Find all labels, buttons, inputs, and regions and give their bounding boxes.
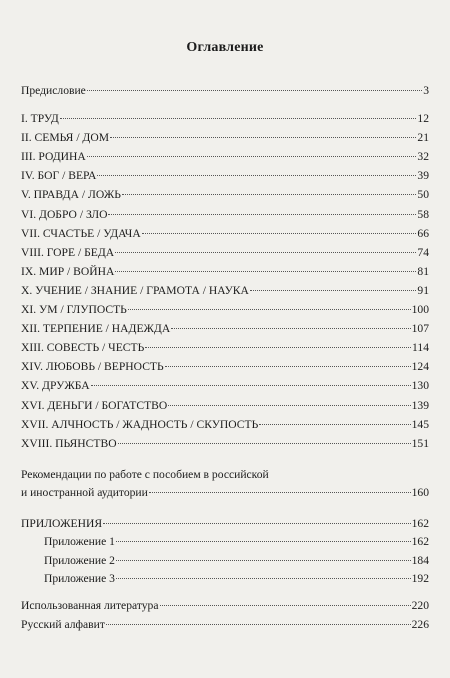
dot-leader [118, 442, 411, 444]
toc-entry-label: XII. ТЕРПЕНИЕ / НАДЕЖДА [21, 322, 171, 336]
toc-entry-page: 184 [411, 553, 429, 567]
toc-entry-page: 124 [411, 360, 429, 374]
toc-entry [21, 129, 429, 147]
dot-leader [116, 540, 411, 542]
toc-entry-label: VII. СЧАСТЬЕ / УДАЧА [21, 226, 141, 240]
dot-leader [116, 577, 411, 579]
toc-entry [21, 435, 429, 453]
toc-entry-page: 12 [417, 112, 429, 125]
toc-entry-page: 151 [411, 436, 429, 450]
toc-entry-label: XIV. ЛЮБОВЬ / ВЕРНОСТЬ [21, 360, 164, 374]
toc-entry [21, 186, 429, 204]
toc-entry [21, 244, 429, 262]
toc-entry-label-line1: Рекомендации по работе с пособием в российской [21, 468, 269, 481]
toc-entry [21, 148, 429, 166]
toc-entry [21, 206, 429, 224]
toc-entry [44, 552, 429, 570]
toc-entry-page: 107 [411, 322, 429, 336]
dot-leader [106, 623, 411, 625]
toc-entry-page: 162 [411, 517, 429, 530]
toc-entry-label: XVII. АЛЧНОСТЬ / ЖАДНОСТЬ / СКУПОСТЬ [21, 417, 259, 431]
dot-leader [60, 117, 417, 119]
toc-entry [21, 377, 429, 395]
dot-leader [87, 89, 422, 91]
toc-entry [21, 263, 429, 281]
toc-entry-page: 39 [417, 169, 429, 183]
dot-leader [142, 232, 417, 234]
toc-entry [21, 301, 429, 319]
toc-entry-preface [21, 82, 429, 100]
toc-entry [21, 339, 429, 357]
toc-entry-page: 91 [417, 283, 429, 297]
toc-entry-label-line2: и иностранной аудитории [21, 486, 148, 499]
toc-entry-label: Приложение 2 [44, 553, 115, 567]
toc-entry-page: 162 [411, 535, 429, 548]
toc-entry-label: V. ПРАВДА / ЛОЖЬ [21, 188, 121, 202]
toc-entry-page: 21 [417, 131, 429, 145]
toc-entry-label: X. УЧЕНИЕ / ЗНАНИЕ / ГРАМОТА / НАУКА [21, 283, 249, 297]
toc-entry-label: XI. УМ / ГЛУПОСТЬ [21, 303, 127, 316]
dot-leader [91, 384, 411, 386]
dot-leader [87, 155, 417, 157]
toc-entry-page: 32 [417, 150, 429, 164]
toc-entry-page: 81 [417, 264, 429, 278]
toc-entry-page: 139 [411, 398, 429, 412]
toc-entry-label: Приложение 3 [44, 572, 115, 585]
dot-leader [259, 423, 410, 425]
toc-entry-page: 192 [411, 572, 429, 585]
toc-entry-page: 220 [411, 599, 429, 612]
toc-entry-alphabet [21, 616, 429, 634]
toc-entry-appendices [21, 515, 429, 533]
dot-leader [110, 136, 416, 138]
toc-entry [21, 397, 429, 415]
toc-entry [44, 570, 429, 588]
dot-leader [116, 559, 411, 561]
toc-entry-label: II. СЕМЬЯ / ДОМ [21, 131, 110, 145]
dot-leader [171, 327, 410, 329]
toc-entry-label: XVIII. ПЬЯНСТВО [21, 436, 117, 450]
dot-leader [165, 365, 411, 367]
toc-entry-label: IV. БОГ / ВЕРА [21, 169, 97, 183]
toc-entry-label: VI. ДОБРО / ЗЛО [21, 207, 108, 221]
toc-entry-page: 160 [411, 486, 429, 499]
toc-entry-page: 114 [412, 341, 429, 355]
dot-leader [149, 491, 411, 493]
toc-entry-label: Предисловие [21, 84, 86, 97]
dot-leader [250, 289, 417, 291]
toc-entry-label: Приложение 1 [44, 535, 115, 548]
dot-leader [115, 251, 416, 253]
toc-entry-label: IX. МИР / ВОЙНА [21, 264, 115, 278]
dot-leader [122, 193, 416, 195]
toc-entry [21, 167, 429, 185]
toc-entry [21, 416, 429, 434]
toc-entry-page: 66 [417, 226, 429, 240]
toc-entry [21, 320, 429, 338]
toc-entry-recommendations [21, 466, 429, 502]
toc-entry-page: 58 [417, 207, 429, 221]
toc-entry-page: 3 [423, 84, 429, 97]
dot-leader [97, 174, 416, 176]
toc-entry-label: XVI. ДЕНЬГИ / БОГАТСТВО [21, 398, 168, 412]
toc-entry-label: ПРИЛОЖЕНИЯ [21, 517, 103, 530]
toc-entry-page: 50 [417, 188, 429, 202]
toc-entry-label: I. ТРУД [21, 112, 59, 125]
dot-leader [168, 404, 410, 406]
toc-entry-label: III. РОДИНА [21, 150, 86, 164]
toc-entry-literature [21, 597, 429, 615]
dot-leader [128, 308, 411, 310]
toc-entry [21, 110, 429, 128]
toc-entry [21, 358, 429, 376]
toc-entry-page: 74 [417, 245, 429, 259]
toc-entry-label: Использованная литература [21, 599, 159, 612]
dot-leader [115, 270, 416, 272]
page-title: Оглавление [186, 40, 264, 55]
toc-entry [21, 225, 429, 243]
toc-entry [21, 282, 429, 300]
dot-leader [108, 213, 416, 215]
toc-entry-label: XIII. СОВЕСТЬ / ЧЕСТЬ [21, 341, 145, 355]
toc-entry-page: 130 [411, 379, 429, 393]
dot-leader [103, 522, 411, 524]
toc-entry-page: 226 [411, 618, 429, 631]
toc-entry-label: Русский алфавит [21, 618, 105, 631]
toc-entry-label: XV. ДРУЖБА [21, 379, 90, 393]
toc-entry-page: 100 [411, 303, 429, 316]
toc-entry [44, 533, 429, 551]
dot-leader [160, 604, 411, 606]
dot-leader [145, 346, 411, 348]
toc-entry-label: VIII. ГОРЕ / БЕДА [21, 245, 115, 259]
toc-entry-page: 145 [411, 417, 429, 431]
